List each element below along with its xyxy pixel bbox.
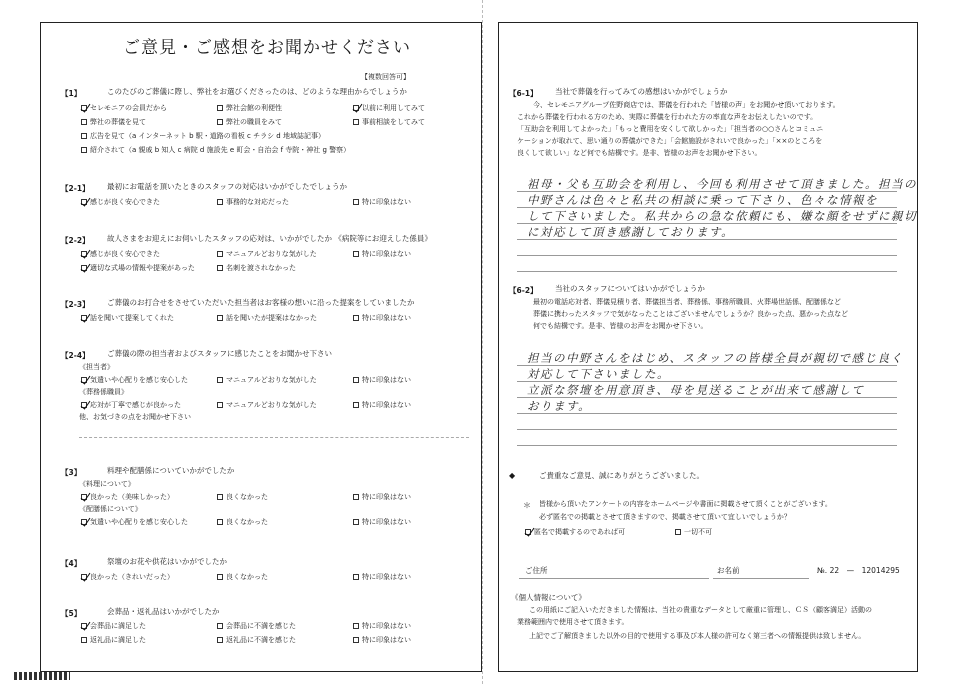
q22-opt-3[interactable]: 特に印象はない [353, 249, 411, 259]
checkbox-icon [217, 519, 223, 525]
checked-box-icon [81, 315, 87, 321]
q1-opt-consult[interactable]: 事前相談をしてみて [353, 117, 425, 127]
checkbox-icon [353, 519, 359, 525]
q24-soumu-opt-3[interactable]: 特に印象はない [353, 400, 411, 410]
publish-line-2: 必ず匿名での掲載とさせて頂きますので、掲載させて頂いて宜しいでしょうか？ [539, 513, 791, 521]
checkbox-icon [217, 199, 223, 205]
q62-body-1: 最初の電話応対者、葬儀見積り者、葬儀担当者、葬務係、事務所職員、火葬場世話係、配膳係など [533, 298, 841, 306]
q5-opt-1[interactable]: 会葬品に満足した [81, 621, 146, 631]
q4-number: 【4】 [61, 559, 82, 568]
q61-text: 当社で葬儀を行ってみての感想はいかがでしょうか [555, 87, 728, 96]
q5-opt-2[interactable]: 会葬品に不満を感じた [217, 621, 296, 631]
checked-box-icon [81, 494, 87, 500]
q61-line-5 [517, 255, 897, 256]
q3-server-opt-3[interactable]: 特に印象はない [353, 517, 411, 527]
q24-sub-soumu: 《葬務係職員》 [79, 388, 128, 396]
q5-opt-3[interactable]: 特に印象はない [353, 621, 411, 631]
q62-number: 【6-2】 [509, 286, 538, 295]
checked-box-icon [81, 199, 87, 205]
checkbox-icon [81, 147, 87, 153]
publish-line-1: 皆様から頂いたアンケートの内容をホームページや書面に掲載させて頂くことがございます。 [539, 500, 832, 508]
q3-sub-food: 《料理について》 [79, 480, 135, 488]
checkbox-icon [675, 529, 681, 535]
q3-text: 料理や配膳係についていかがでしたか [107, 466, 235, 475]
q61-line-6 [517, 271, 897, 272]
privacy-line-2: 業務範囲内で使用させて頂きます。 [517, 618, 629, 626]
q1-text: このたびのご葬儀に際し、弊社をお選びくださったのは、どのような理由からでしょうか [107, 87, 407, 96]
scan-marker [14, 672, 70, 680]
checked-box-icon [81, 623, 87, 629]
checkbox-icon [217, 574, 223, 580]
q61-body-4: ケーションが取れて、思い通りの葬儀ができた」「会館施設がきれいで良かった」「××のところを [517, 137, 823, 145]
name-line [713, 578, 809, 579]
q23-number: 【2-3】 [61, 300, 90, 309]
q23-opt-1[interactable]: 話を聞いて提案してくれた [81, 313, 174, 323]
q21-opt-3[interactable]: 特に印象はない [353, 197, 411, 207]
thanks-text: ご貴重なご意見、誠にありがとうございました。 [539, 471, 704, 480]
checkbox-icon [353, 377, 359, 383]
q5-number: 【5】 [61, 609, 82, 618]
q24-soumu-opt-2[interactable]: マニュアルどおりな気がした [217, 400, 317, 410]
checkbox-icon [217, 623, 223, 629]
q62-line-6 [517, 445, 897, 446]
q62-line-5 [517, 429, 897, 430]
checkbox-icon [353, 494, 359, 500]
q1-opt-saw-funeral[interactable]: 弊社の葬儀を見て [81, 117, 146, 127]
page-title: ご意見・ご感想をお聞かせください [123, 38, 411, 58]
publish-opt-anonymous[interactable]: 匿名で掲載するのであれば可 [525, 527, 625, 537]
address-label: ご住所 [525, 566, 548, 575]
q22-opt-1[interactable]: 感じが良く安心できた [81, 249, 160, 259]
checkbox-icon [81, 119, 87, 125]
q61-number: 【6-1】 [509, 89, 538, 98]
q22-opt-5[interactable]: 名刺を渡されなかった [217, 263, 296, 273]
checked-box-icon [353, 105, 359, 111]
checkbox-icon [217, 402, 223, 408]
q61-handwriting-3: して下さいました。私共からの急な依頼にも、嫌な顔をせずに親切 [527, 209, 917, 223]
checkbox-icon [217, 315, 223, 321]
checkbox-icon [353, 574, 359, 580]
publish-opt-refuse[interactable]: 一切不可 [675, 527, 712, 537]
fold-line [482, 0, 483, 684]
checkbox-icon [217, 251, 223, 257]
q24-text: ご葬儀の際の担当者およびスタッフに感じたことをお聞かせ下さい [107, 349, 332, 358]
right-page [498, 22, 918, 672]
q23-opt-2[interactable]: 話を聞いたが提案はなかった [217, 313, 317, 323]
q4-opt-2[interactable]: 良くなかった [217, 572, 268, 582]
privacy-line-3: 上記でご了解頂きました以外の目的で使用する事及び本人様の許可なく第三者への情報提供は致しません。 [529, 632, 866, 640]
checkbox-icon [217, 494, 223, 500]
q62-text: 当社のスタッフについてはいかがでしょうか [555, 284, 705, 293]
q21-text: 最初にお電話を頂いたときのスタッフの対応はいかがでしたでしょうか [107, 182, 347, 191]
q61-handwriting-1: 祖母・父も互助会を利用し、今回も利用させて頂きました。担当の [527, 177, 917, 191]
q22-text: 故人さまをお迎えにお伺いしたスタッフの応対は、いかがでしたか 《病院等にお迎えした係員》 [107, 234, 432, 243]
q3-food-opt-1[interactable]: 良かった（美味しかった） [81, 492, 174, 502]
q24-sub-tantou: 《担当者》 [79, 363, 114, 371]
record-number: №. 22 — 12014295 [817, 566, 900, 575]
q61-handwriting-2: 中野さんは色々と私共の相談に乗って下さり、色々な情報を [527, 193, 878, 207]
left-page [40, 22, 482, 672]
q1-opt-convenience[interactable]: 弊社会館の利便性 [217, 103, 282, 113]
checkbox-icon [353, 315, 359, 321]
checked-box-icon [81, 574, 87, 580]
privacy-title: 《個人情報について》 [511, 593, 586, 602]
q1-opt-referral[interactable]: 紹介されて（a 親戚 b 知人 c 病院 d 施設先 e 町会・自治会 f 寺院・神社 g 警察） [81, 145, 350, 155]
q61-body-3: 「互助会を利用してよかった」「もっと費用を安くして欲しかった」「担当者の○○さんとコミュニ [517, 125, 824, 133]
q62-handwriting-4: おります。 [527, 399, 592, 413]
q4-text: 祭壇のお花や供花はいかがでしたか [107, 557, 227, 566]
q4-opt-3[interactable]: 特に印象はない [353, 572, 411, 582]
checkbox-icon [217, 377, 223, 383]
checked-box-icon [81, 519, 87, 525]
q3-server-opt-1[interactable]: 気遣いや心配りを感じ安心した [81, 517, 188, 527]
q62-handwriting-1: 担当の中野さんをはじめ、スタッフの皆様全員が親切で感じ良く [527, 351, 904, 365]
q4-opt-1[interactable]: 良かった（きれいだった） [81, 572, 174, 582]
checkbox-icon [353, 119, 359, 125]
q21-opt-1[interactable]: 感じが良く安心できた [81, 197, 160, 207]
q22-opt-4[interactable]: 適切な式場の情報や提案があった [81, 263, 195, 273]
q62-handwriting-2: 対応して下さいました。 [527, 367, 670, 381]
q24-tantou-opt-3[interactable]: 特に印象はない [353, 375, 411, 385]
checked-box-icon [81, 251, 87, 257]
q22-number: 【2-2】 [61, 236, 90, 245]
q5-opt-6[interactable]: 特に印象はない [353, 635, 411, 645]
checked-box-icon [525, 529, 531, 535]
q61-body-1: 今、セレモニアグループ佐野商店では、葬儀を行われた「皆様の声」をお聞かせ頂いております。 [533, 101, 840, 109]
checkbox-icon [81, 133, 87, 139]
asterisk-icon: ＊ [523, 501, 531, 510]
q24-tantou-opt-1[interactable]: 気遣いや心配りを感じ安心した [81, 375, 188, 385]
checkbox-icon [81, 637, 87, 643]
q21-opt-2[interactable]: 事務的な対応だった [217, 197, 289, 207]
checked-box-icon [81, 377, 87, 383]
checkbox-icon [353, 199, 359, 205]
q24-answer-line [79, 437, 469, 438]
q24-tantou-opt-2[interactable]: マニュアルどおりな気がした [217, 375, 317, 385]
checkbox-icon [353, 637, 359, 643]
q24-other-label: 他、お気づきの点をお聞かせ下さい [79, 413, 191, 421]
q1-opt-staff[interactable]: 弊社の職員をみて [217, 117, 282, 127]
q3-server-opt-2[interactable]: 良くなかった [217, 517, 268, 527]
q61-handwriting-4: に対応して頂き感謝しております。 [527, 225, 735, 239]
q5-text: 会葬品・返礼品はいかがでしたか [107, 607, 220, 616]
q24-soumu-opt-1[interactable]: 応対が丁寧で感じが良かった [81, 400, 181, 410]
q23-opt-3[interactable]: 特に印象はない [353, 313, 411, 323]
checked-box-icon [81, 105, 87, 111]
address-line [519, 578, 709, 579]
q1-opt-member[interactable]: セレモニアの会員だから [81, 103, 167, 113]
multi-answer-note: 【複数回答可】 [361, 73, 410, 81]
q3-food-opt-2[interactable]: 良くなかった [217, 492, 268, 502]
privacy-line-1: この用紙にご記入いただきました情報は、当社の貴重なデータとして厳重に管理し、ＣＳ（顧客満足）活動の [529, 606, 872, 614]
checkbox-icon [217, 265, 223, 271]
q1-number: 【1】 [61, 89, 82, 98]
q3-number: 【3】 [61, 468, 82, 477]
q22-opt-2[interactable]: マニュアルどおりな気がした [217, 249, 317, 259]
name-label: お名前 [717, 566, 740, 575]
q61-body-5: 良くして欲しい」など何でも結構です。是非、皆様のお声をお聞かせ下さい。 [517, 149, 762, 157]
q62-body-3: 何でも結構です。是非、皆様のお声をお聞かせ下さい。 [533, 322, 708, 330]
checked-box-icon [81, 402, 87, 408]
q62-body-2: 葬儀に携わったスタッフで気がなったことはございませんでしょうか？良かった点、悪かった点など [533, 310, 849, 318]
q21-number: 【2-1】 [61, 184, 90, 193]
checkbox-icon [353, 623, 359, 629]
q1-opt-ad[interactable]: 広告を見て（a インターネット b 駅・道路の看板 c チラシ d 地域誌記事） [81, 131, 325, 141]
q23-text: ご葬儀のお打合せをさせていただいた担当者はお客様の想いに沿った提案をしていましたか [107, 298, 415, 307]
q61-body-2: これから葬儀を行われる方のため、実際に葬儀を行われた方の率直な声をお伝えしたいのです。 [517, 113, 818, 121]
q5-opt-5[interactable]: 返礼品に不満を感じた [217, 635, 296, 645]
checkbox-icon [217, 119, 223, 125]
checkbox-icon [217, 637, 223, 643]
checkbox-icon [353, 251, 359, 257]
q5-opt-4[interactable]: 返礼品に満足した [81, 635, 146, 645]
q3-sub-server: 《配膳係について》 [79, 505, 142, 513]
diamond-icon: ◆ [509, 471, 516, 480]
checked-box-icon [81, 265, 87, 271]
checkbox-icon [217, 105, 223, 111]
q3-food-opt-3[interactable]: 特に印象はない [353, 492, 411, 502]
checkbox-icon [353, 402, 359, 408]
q62-handwriting-3: 立派な祭壇を用意頂き、母を見送ることが出来て感謝して [527, 383, 865, 397]
q1-opt-used-before[interactable]: 以前に利用してみて [353, 103, 425, 113]
q24-number: 【2-4】 [61, 351, 90, 360]
